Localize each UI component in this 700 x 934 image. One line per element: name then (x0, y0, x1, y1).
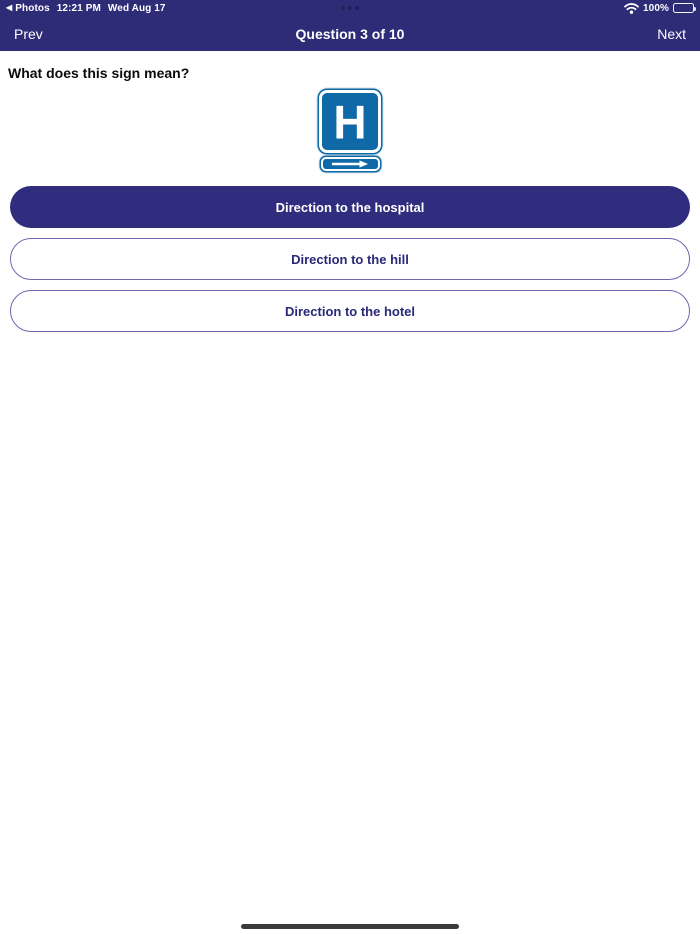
back-to-app-label: Photos (15, 2, 50, 14)
sign-image (0, 90, 700, 171)
hospital-sign-square (319, 90, 381, 153)
page-title: Question 3 of 10 (295, 25, 405, 42)
multitasking-dots-icon (341, 6, 359, 10)
next-button[interactable]: Next (657, 25, 686, 42)
status-bar (0, 0, 700, 16)
answer-option-hill[interactable]: Direction to the hill (10, 238, 690, 280)
sign-letter: H (333, 94, 367, 149)
home-indicator[interactable] (241, 924, 459, 929)
back-to-app-icon: ◀ (6, 3, 13, 12)
status-time: 12:21 PM (56, 2, 101, 14)
sign-arrow-plate (321, 157, 380, 171)
question-prompt: What does this sign mean? (8, 65, 190, 81)
battery-percent: 100% (643, 2, 669, 14)
back-to-app-button[interactable] (6, 3, 50, 14)
answer-list (0, 186, 700, 332)
answer-option-hotel[interactable]: Direction to the hotel (10, 290, 690, 332)
prev-button[interactable]: Prev (14, 25, 43, 42)
battery-icon (673, 3, 694, 13)
status-bar-left (6, 3, 166, 14)
status-date: Wed Aug 17 (107, 2, 166, 14)
status-bar-right (624, 3, 694, 14)
answer-option-hospital[interactable]: Direction to the hospital (10, 186, 690, 228)
wifi-icon (624, 3, 639, 14)
right-arrow-icon (331, 160, 369, 168)
navigation-bar (0, 16, 700, 51)
